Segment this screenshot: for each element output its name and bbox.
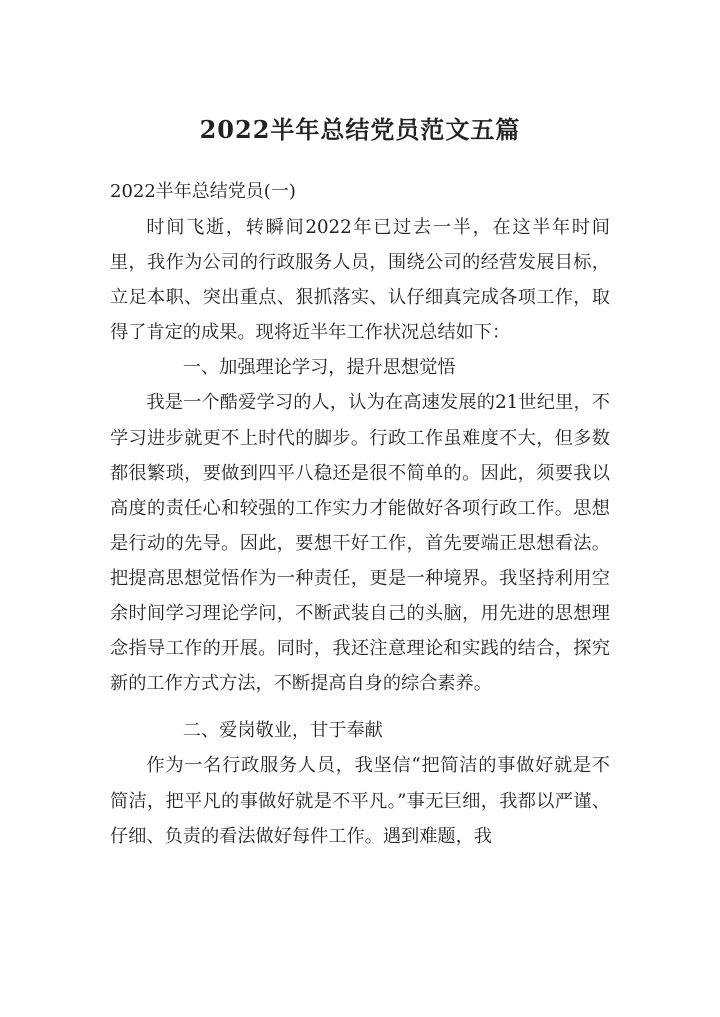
section-subtitle: 2022半年总结党员(一) (110, 181, 296, 202)
document-title: 2022半年总结党员范文五篇 (199, 115, 521, 144)
section-heading: 一、加强理论学习，提升思想觉悟 (182, 357, 456, 379)
section-heading: 二、爱岗敬业，甘于奉献 (182, 720, 383, 742)
body-paragraph: 作为一名行政服务人员，我坚信“把简洁的事做好就是不简洁，把平凡的事做好就是不平凡。”事无巨细，我都以严谨、仔细、负责的看法做好每件工作。遇到难题，我 (110, 755, 610, 847)
document-body (110, 210, 610, 854)
body-paragraph: 我是一个酷爱学习的人，认为在高速发展的21世纪里，不学习进步就更不上时代的脚步。行政工作虽难度不大，但多数都很繁琐，要做到四平八稳还是很不简单的。因此，须要我以高度的责任心和较强的工作实力才能做好各项行政工作。思想是行动的先导。因此，要想干好工作，首先要端正思想看法。把提高思想觉悟作为一种责任，更是一种境界。我坚持利用空余时间学习理论学问，不断武装自己的头脑，用先进的思想理念指导工作的开展。同时，我还注意理论和实践的结合，探究新的工作方式方法，不断提高自身的综合素养。 (110, 392, 610, 695)
body-paragraph: 时间飞逝，转瞬间2022年已过去一半，在这半年时间里，我作为公司的行政服务人员，围绕公司的经营发展目标，立足本职、突出重点、狠抓落实、认仔细真完成各项工作，取得了肯定的成果。现将近半年工作状况总结如下： (110, 217, 610, 344)
